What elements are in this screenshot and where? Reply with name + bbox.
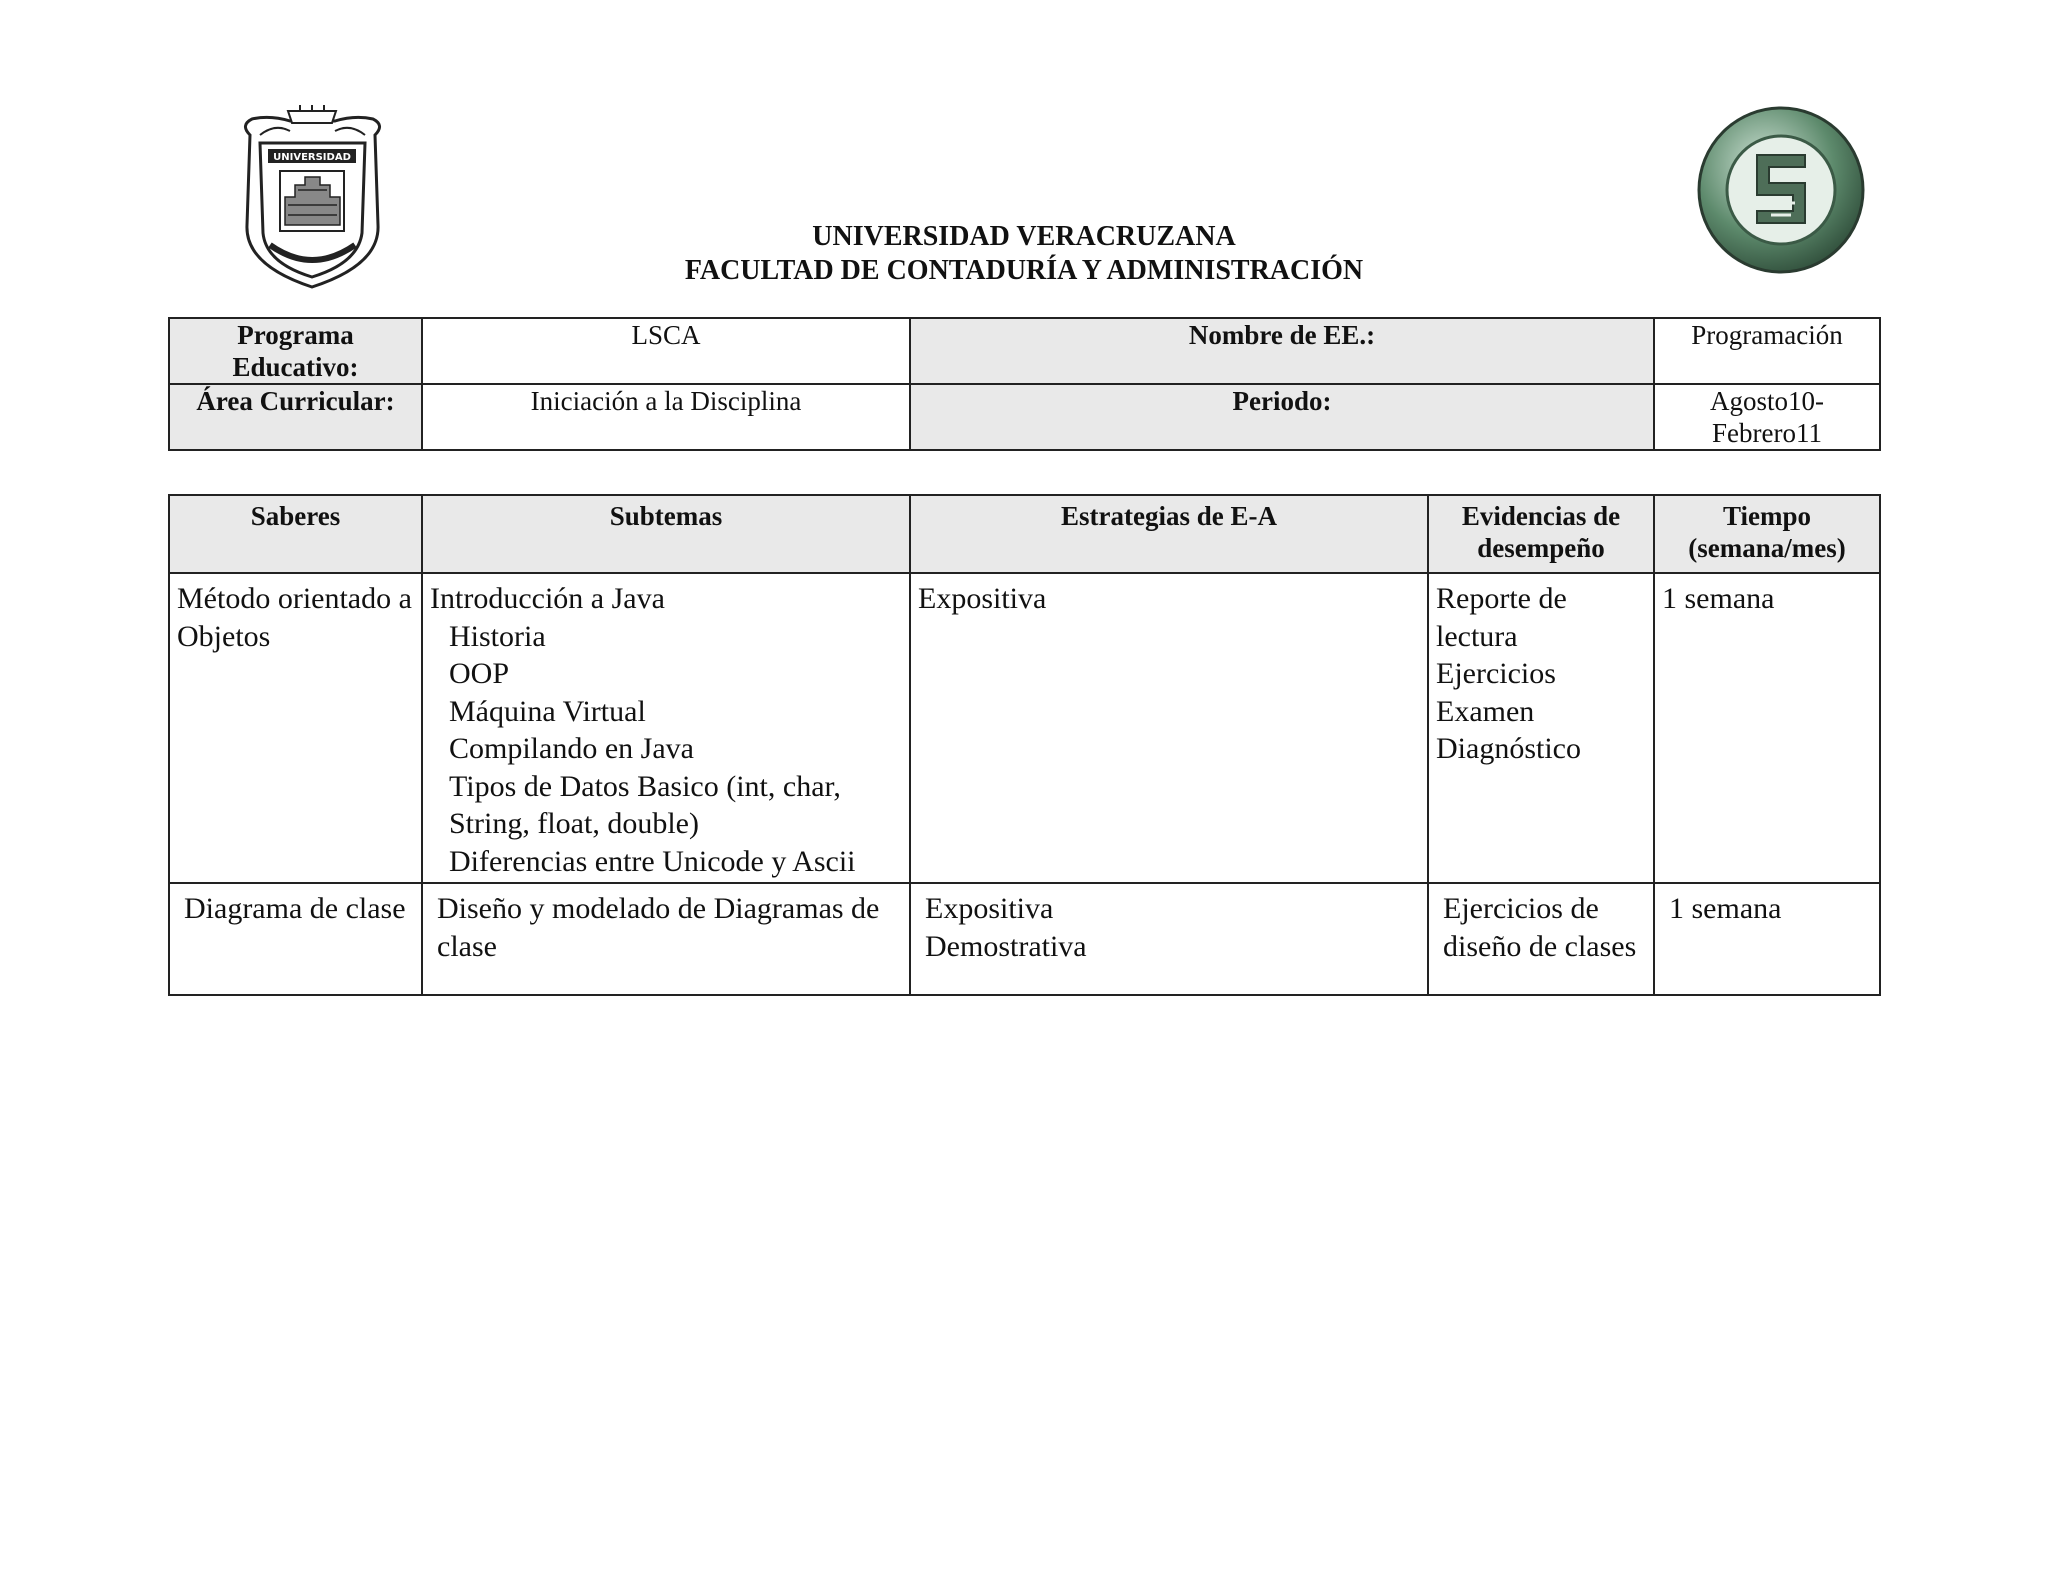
tiempo-cell: 1 semana (1654, 883, 1880, 995)
programa-value: LSCA (422, 318, 910, 384)
programa-label: Programa Educativo: (169, 318, 422, 384)
nombre-ee-value: Programación (1654, 318, 1880, 384)
subtema-title: Introducción a Java (430, 582, 665, 615)
estrategias-cell (910, 883, 1428, 995)
saberes-cell: Diagrama de clase (169, 883, 422, 995)
area-value: Iniciación a la Disciplina (422, 384, 910, 450)
saberes-cell: Método orientado a Objetos (169, 573, 422, 883)
info-row-area (169, 384, 1880, 450)
header-subtemas: Subtemas (422, 495, 910, 573)
estrategia-item: Expositiva (918, 582, 1047, 615)
nombre-ee-label: Nombre de EE.: (910, 318, 1654, 384)
estrategias-cell (910, 573, 1428, 883)
header-tiempo: Tiempo (semana/mes) (1654, 495, 1880, 573)
evidencia-item: Reporte de lectura (1436, 582, 1567, 653)
subtemas-cell (422, 573, 910, 883)
content-table (168, 494, 1881, 996)
document-header (0, 220, 2048, 288)
table-row (169, 573, 1880, 883)
subtema-title: Diseño y modelado de Diagramas de clase (437, 892, 880, 963)
periodo-label: Periodo: (910, 384, 1654, 450)
periodo-value: Agosto10-Febrero11 (1654, 384, 1880, 450)
evidencia-item: Examen Diagnóstico (1436, 694, 1581, 765)
svg-text:UNIVERSIDAD: UNIVERSIDAD (273, 152, 351, 163)
course-info-table (168, 317, 1881, 451)
faculty-name: FACULTAD DE CONTADURÍA Y ADMINISTRACIÓN (684, 255, 1364, 286)
evidencia-item: Ejercicios (1436, 657, 1556, 690)
header-saberes: Saberes (169, 495, 422, 573)
estrategia-item: Expositiva (925, 892, 1054, 925)
tiempo-cell: 1 semana (1654, 573, 1880, 883)
subtema-item: Máquina Virtual (449, 694, 646, 728)
university-name: UNIVERSIDAD VERACRUZANA (812, 221, 1236, 252)
area-label: Área Curricular: (169, 384, 422, 450)
header-estrategias: Estrategias de E-A (910, 495, 1428, 573)
header-evidencias: Evidencias de desempeño (1428, 495, 1654, 573)
subtemas-cell (422, 883, 910, 995)
evidencias-cell (1428, 883, 1654, 995)
estrategia-item: Demostrativa (925, 929, 1087, 963)
evidencias-cell (1428, 573, 1654, 883)
subtema-item: OOP (449, 657, 510, 690)
info-row-program (169, 318, 1880, 384)
subtema-item: Historia (449, 619, 546, 653)
table-row (169, 883, 1880, 995)
subtema-item: Diferencias entre Unicode y Ascii (449, 844, 856, 878)
subtema-item: Tipos de Datos Basico (int, char, String, float, double) (449, 769, 841, 840)
evidencia-item: Ejercicios de diseño de clases (1443, 892, 1637, 963)
subtema-item: Compilando en Java (449, 732, 694, 765)
content-header-row (169, 495, 1880, 573)
